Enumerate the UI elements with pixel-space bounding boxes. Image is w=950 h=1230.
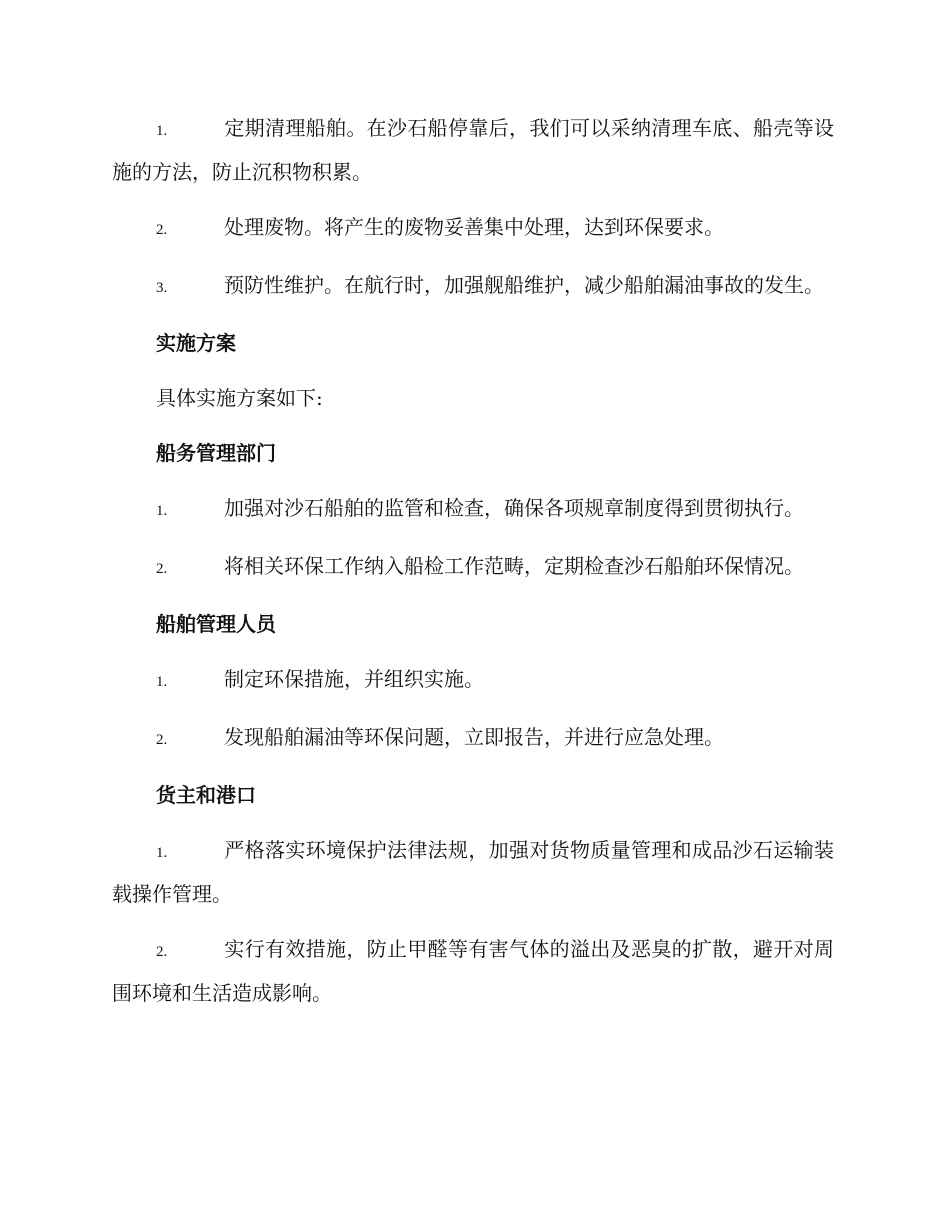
list-number: 2. — [156, 732, 168, 748]
list-item — [112, 546, 812, 590]
list-number: 2. — [156, 561, 168, 577]
section-heading: 货主和港口 — [156, 783, 256, 807]
list-item — [112, 717, 832, 761]
list-item-text: 将相关环保工作纳入船检工作范畴，定期检查沙石船舶环保情况。 — [224, 554, 804, 578]
list-item-text: 严格落实环境保护法律法规，加强对货物质量管理和成品沙石运输装载操作管理。 — [112, 838, 834, 906]
list-item-text: 加强对沙石船舶的监管和检查，确保各项规章制度得到贯彻执行。 — [224, 496, 804, 520]
list-number: 1. — [156, 674, 168, 690]
section-heading: 实施方案 — [156, 331, 236, 355]
list-item-text: 制定环保措施，并组织实施。 — [224, 667, 484, 691]
list-number: 3. — [156, 280, 168, 296]
list-item — [112, 488, 812, 532]
list-number: 1. — [156, 503, 168, 519]
list-number: 2. — [156, 944, 168, 960]
document-body — [112, 108, 832, 1028]
list-item-text: 预防性维护。在航行时，加强舰船维护，减少船舶漏油事故的发生。 — [224, 273, 824, 297]
list-item — [112, 830, 834, 915]
list-item-text: 处理废物。将产生的废物妥善集中处理，达到环保要求。 — [224, 215, 724, 239]
list-item — [112, 108, 834, 193]
list-item — [112, 659, 832, 703]
list-number: 1. — [156, 123, 168, 139]
list-item — [112, 929, 834, 1014]
paragraph: 具体实施方案如下: — [156, 386, 323, 410]
list-item-text: 实行有效措施，防止甲醛等有害气体的溢出及恶臭的扩散，避开对周围环境和生活造成影响。 — [112, 937, 834, 1005]
list-number: 1. — [156, 845, 168, 861]
list-number: 2. — [156, 222, 168, 238]
section-heading: 船舶管理人员 — [156, 612, 276, 636]
list-item-text: 定期清理船舶。在沙石船停靠后，我们可以采纳清理车底、船壳等设施的方法，防止沉积物积累。 — [112, 116, 834, 184]
list-item-text: 发现船舶漏油等环保问题，立即报告，并进行应急处理。 — [224, 725, 724, 749]
section-heading: 船务管理部门 — [156, 441, 276, 465]
list-item — [112, 207, 832, 251]
list-item — [112, 265, 834, 309]
